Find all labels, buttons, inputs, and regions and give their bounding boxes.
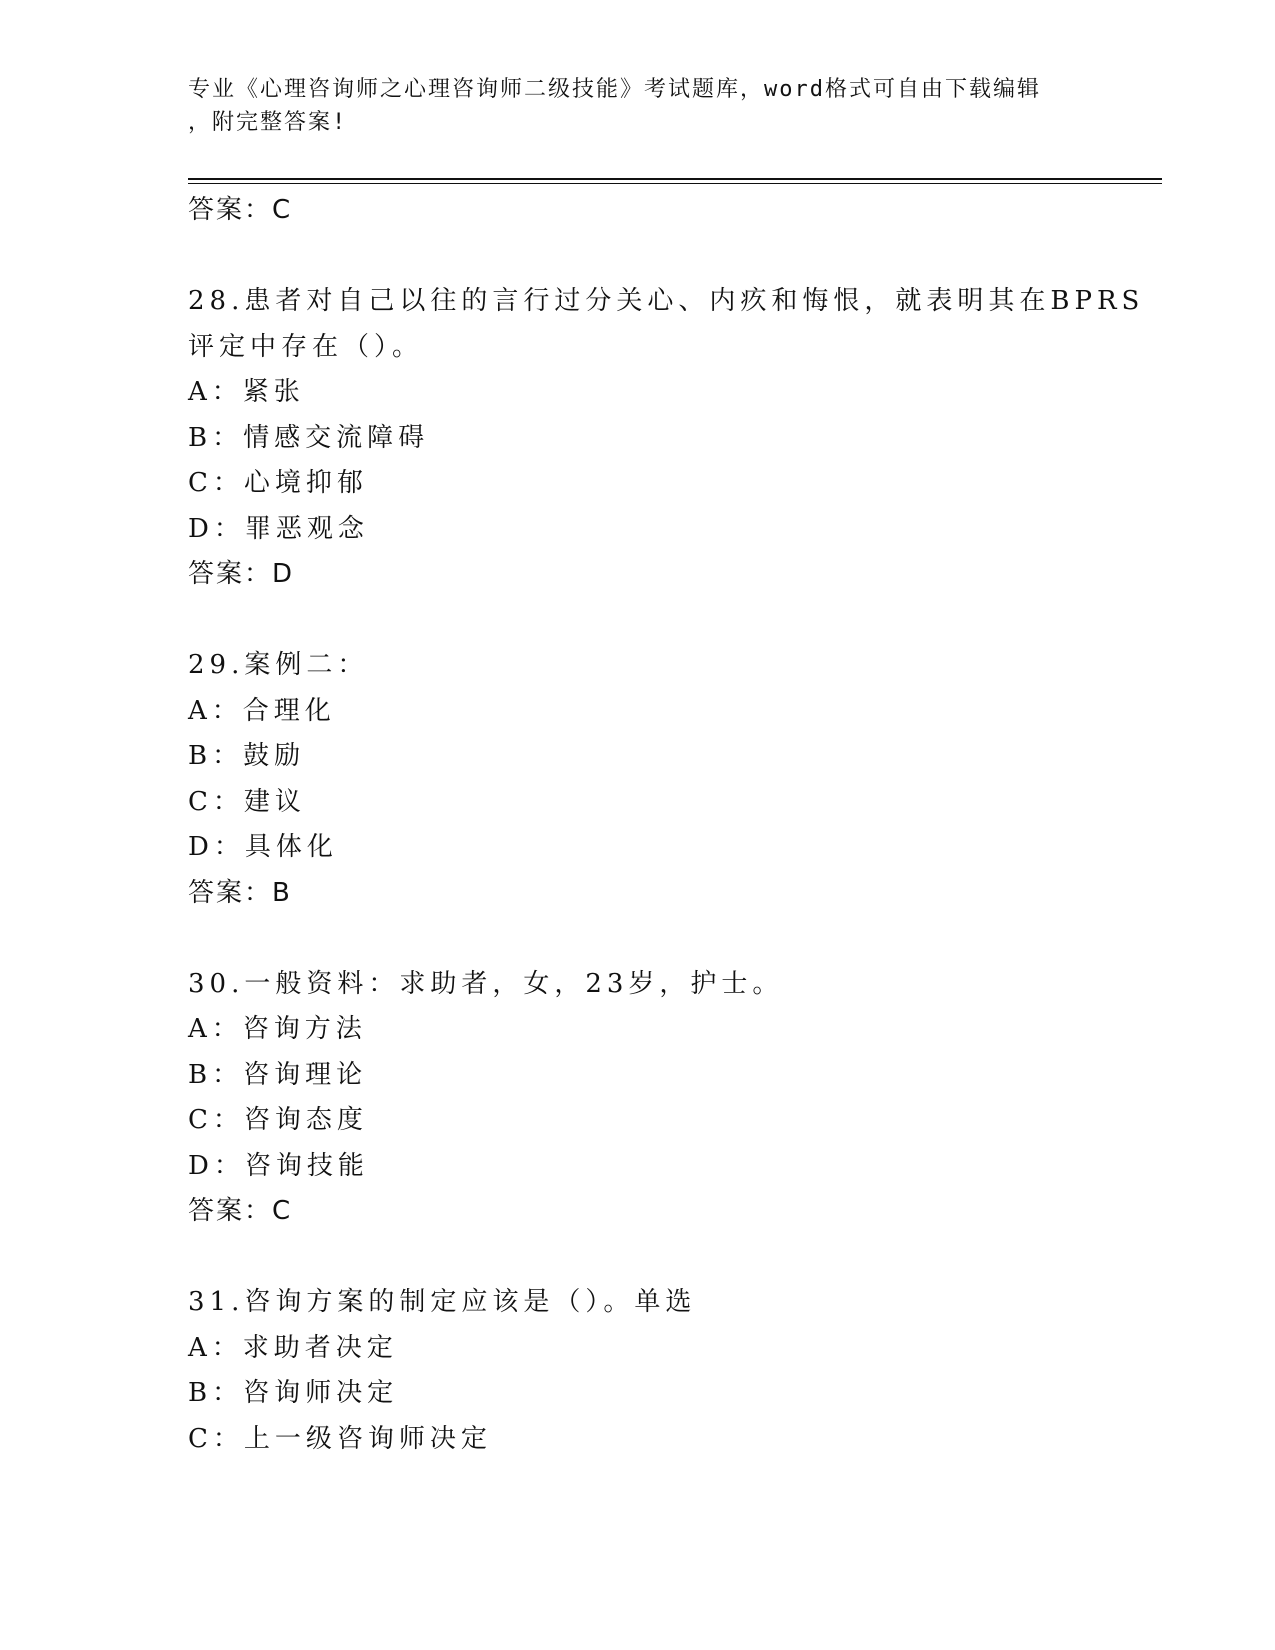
question-list bbox=[188, 188, 1145, 1462]
answer-line: 答案：C bbox=[188, 1196, 293, 1226]
option-c: C：建议 bbox=[188, 786, 306, 817]
question-30 bbox=[188, 962, 1088, 1235]
option-c: C：上一级咨询师决定 bbox=[188, 1423, 492, 1454]
answer-line: 答案：B bbox=[188, 877, 292, 908]
header-rule-thick bbox=[188, 178, 1162, 180]
option-b: B：鼓励 bbox=[188, 741, 306, 771]
document-header bbox=[188, 73, 1088, 139]
header-line-1: 专业《心理咨询师之心理咨询师二级技能》考试题库，word格式可自由下载编辑 bbox=[188, 77, 1041, 102]
question-text: 29.案例二： bbox=[188, 650, 369, 680]
option-a: A：咨询方法 bbox=[188, 1014, 367, 1044]
option-d: D：咨询技能 bbox=[188, 1150, 369, 1181]
question-text: 31.咨询方案的制定应该是（）。单选 bbox=[188, 1287, 697, 1317]
spacer bbox=[188, 598, 1088, 644]
question-29 bbox=[188, 643, 1088, 916]
question-text: 评定中存在（）。 bbox=[188, 331, 424, 362]
answer-line: 答案：D bbox=[188, 559, 295, 589]
option-b: B：咨询理论 bbox=[188, 1059, 368, 1090]
answer-line: 答案：C bbox=[188, 195, 293, 225]
option-b: B：情感交流障碍 bbox=[188, 422, 430, 453]
question-31 bbox=[188, 1280, 1088, 1462]
question-text: 30.一般资料：求助者，女，23岁，护士。 bbox=[188, 968, 784, 999]
spacer bbox=[188, 916, 1088, 962]
option-c: C：心境抑郁 bbox=[188, 468, 368, 498]
spacer bbox=[188, 234, 1088, 280]
spacer bbox=[188, 1235, 1088, 1281]
header-rule-thin bbox=[188, 183, 1162, 184]
option-b: B：咨询师决定 bbox=[188, 1378, 399, 1408]
option-d: D：具体化 bbox=[188, 832, 338, 862]
header-line-2: ，附完整答案! bbox=[188, 110, 348, 135]
option-d: D：罪恶观念 bbox=[188, 513, 369, 544]
question-28 bbox=[188, 279, 1145, 598]
option-c: C：咨询态度 bbox=[188, 1105, 368, 1135]
option-a: A：紧张 bbox=[188, 377, 305, 407]
option-a: A：合理化 bbox=[188, 695, 336, 726]
question-text: 28.患者对自己以往的言行过分关心、内疚和悔恨，就表明其在BPRS bbox=[188, 286, 1145, 316]
option-a: A：求助者决定 bbox=[188, 1332, 398, 1363]
